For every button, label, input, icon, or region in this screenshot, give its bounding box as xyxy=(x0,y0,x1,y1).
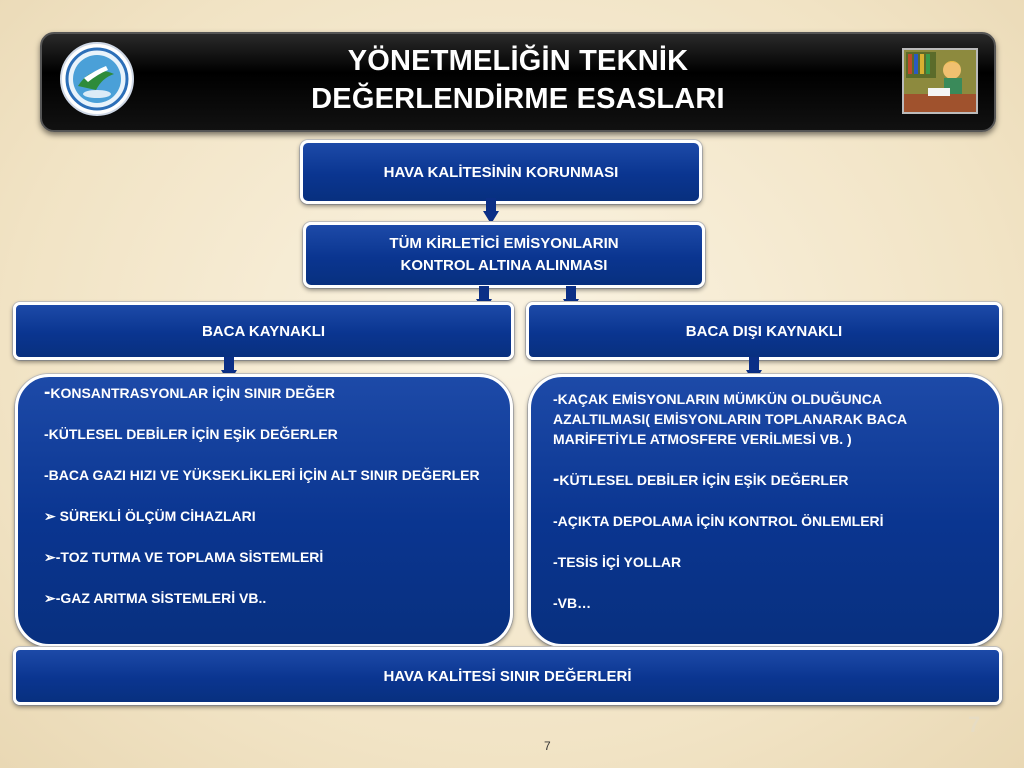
ministry-logo xyxy=(60,42,134,116)
air-quality-protection-box xyxy=(300,140,702,204)
arrow-down-icon xyxy=(483,198,499,224)
non-stack-sourced-label: BACA DIŞI KAYNAKLI xyxy=(685,322,843,340)
title-banner xyxy=(40,32,996,132)
list-item: -BACA GAZI HIZI VE YÜKSEKLİKLERİ İÇİN ALT SINIR DEĞERLER xyxy=(44,467,480,483)
list-item: ➢-GAZ ARITMA SİSTEMLERİ VB.. xyxy=(44,590,267,606)
list-item: -VB… xyxy=(553,595,592,611)
non-stack-measures-list xyxy=(528,374,1002,647)
dash-marker: - xyxy=(44,382,51,403)
all-emissions-control-box xyxy=(303,222,705,288)
list-item: -TESİS İÇİ YOLLAR xyxy=(553,554,682,570)
list-item: ➢ SÜREKLİ ÖLÇÜM CİHAZLARI xyxy=(44,508,256,524)
title-line-1: YÖNETMELİĞİN TEKNİK xyxy=(347,45,689,77)
non-stack-sourced-box xyxy=(526,302,1002,360)
dash-marker: - xyxy=(553,469,560,490)
stack-sourced-label: BACA KAYNAKLI xyxy=(201,322,326,340)
stack-measures-list xyxy=(15,374,513,647)
air-quality-limit-values-box xyxy=(13,647,1002,705)
limit-values-label: HAVA KALİTESİ SINIR DEĞERLERİ xyxy=(383,667,632,685)
list-item: -KÜTLESEL DEBİLER İÇİN EŞİK DEĞERLER xyxy=(553,469,849,490)
air-quality-label: HAVA KALİTESİNİN KORUNMASI xyxy=(383,163,619,181)
list-item: -AÇIKTA DEPOLAMA İÇİN KONTROL ÖNLEMLERİ xyxy=(553,513,884,529)
all-emissions-line-2: KONTROL ALTINA ALINMASI xyxy=(400,257,608,274)
list-item: -KONSANTRASYONLAR İÇİN SINIR DEĞER xyxy=(44,382,336,403)
page-title xyxy=(222,42,814,118)
reading-person-image xyxy=(902,48,978,114)
arrow-bullet-icon: ➢ xyxy=(44,549,56,565)
list-item: -KÜTLESEL DEBİLER İÇİN EŞİK DEĞERLER xyxy=(44,426,338,442)
stack-sourced-box xyxy=(13,302,514,360)
list-item: ➢-TOZ TUTMA VE TOPLAMA SİSTEMLERİ xyxy=(44,549,324,565)
arrow-bullet-icon: ➢ xyxy=(44,508,56,524)
page-number: 7 xyxy=(544,739,551,753)
faint-page-number: 7 xyxy=(968,712,981,737)
title-line-2: DEĞERLENDİRME ESASLARI xyxy=(311,83,725,115)
list-item: -KAÇAK EMİSYONLARIN MÜMKÜN OLDUĞUNCA AZALTILMASI( EMİSYONLARIN TOPLANARAK BACA MARİFETİYLE ATMOSFERE VERİLMESİ VB. ) xyxy=(553,391,907,447)
all-emissions-line-1: TÜM KİRLETİCİ EMİSYONLARIN xyxy=(389,235,619,252)
arrow-bullet-icon: ➢ xyxy=(44,590,56,606)
